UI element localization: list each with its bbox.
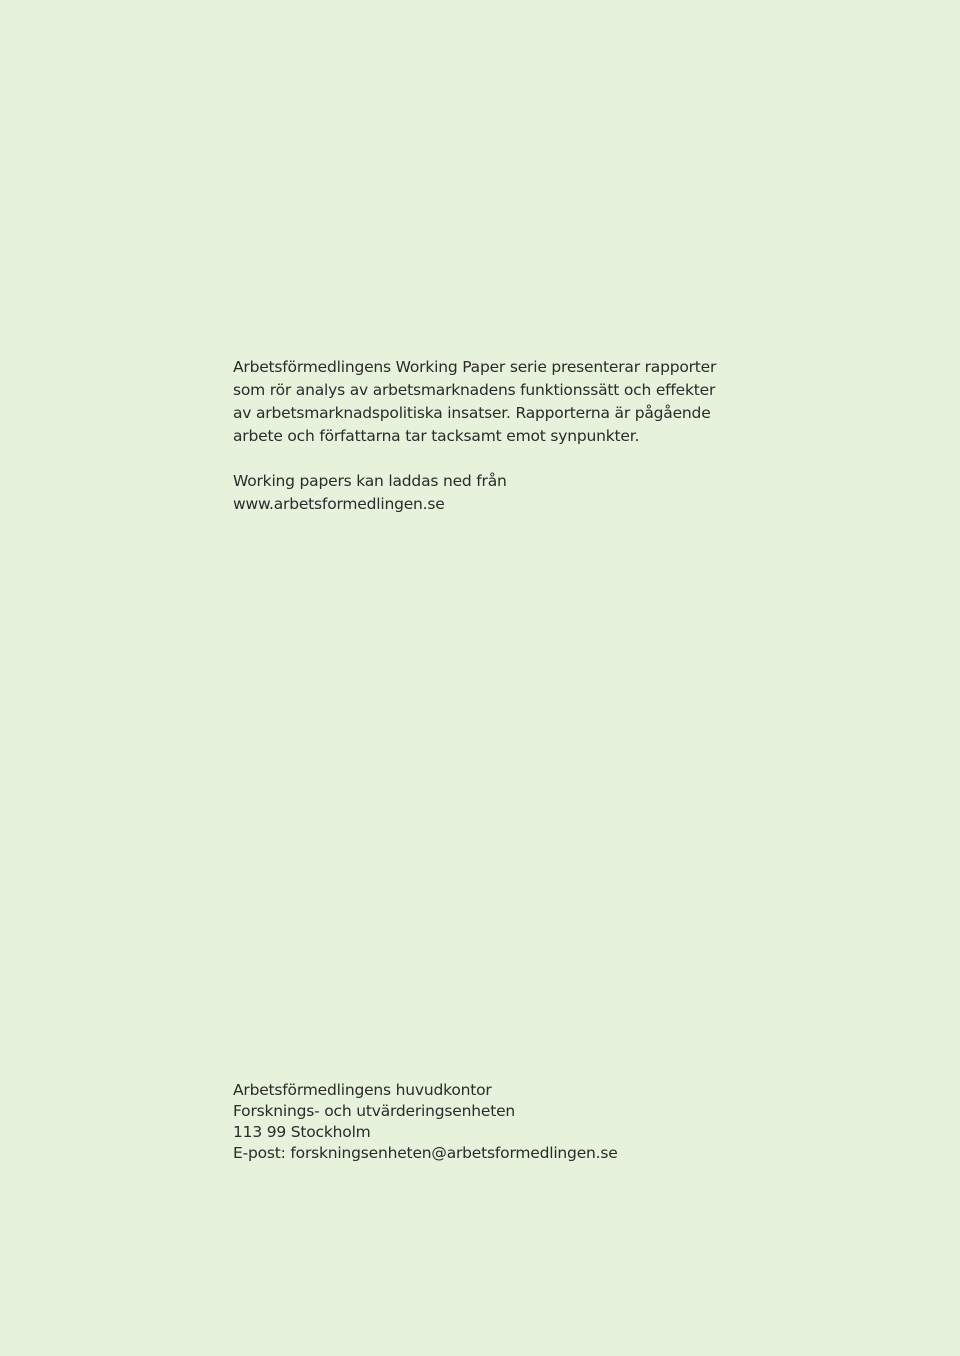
contact-address: 113 99 Stockholm (233, 1123, 371, 1141)
contact-block (233, 1080, 618, 1164)
intro-paragraph (233, 356, 873, 448)
download-info (233, 470, 507, 516)
intro-line: Arbetsförmedlingens Working Paper serie presenterar rapporter (233, 358, 717, 376)
website-link[interactable]: www.arbetsformedlingen.se (233, 495, 445, 513)
contact-organization: Arbetsförmedlingens huvudkontor (233, 1081, 492, 1099)
intro-line: av arbetsmarknadspolitiska insatser. Rapporterna är pågående (233, 404, 711, 422)
download-text: Working papers kan laddas ned från (233, 472, 507, 490)
contact-department: Forsknings- och utvärderingsenheten (233, 1102, 516, 1120)
intro-line: arbete och författarna tar tacksamt emot synpunkter. (233, 427, 640, 445)
intro-line: som rör analys av arbetsmarknadens funktionssätt och effekter (233, 381, 716, 399)
contact-email[interactable]: E-post: forskningsenheten@arbetsformedlingen.se (233, 1144, 618, 1162)
